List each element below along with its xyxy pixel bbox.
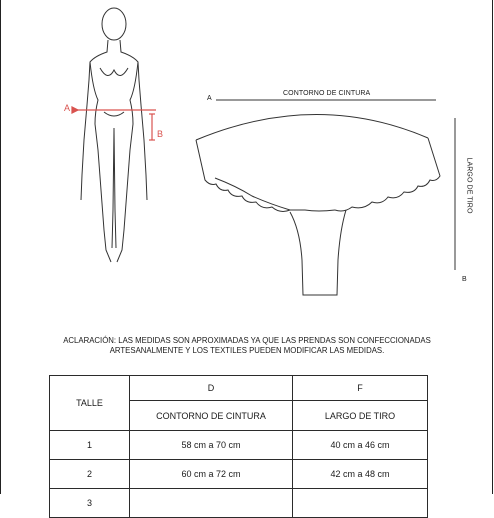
waist-cell: 58 cm a 70 cm	[130, 431, 293, 460]
figure-marker-a: A	[64, 103, 71, 113]
panty-marker-a: A	[207, 95, 212, 102]
note-line-1: ACLARACIÓN: LAS MEDIDAS SON APROXIMADAS YA QUE LAS PRENDAS SON CONFECCIONADAS	[63, 336, 431, 345]
figure-marker-b: B	[157, 129, 164, 139]
size-cell: 3	[50, 489, 130, 518]
note-line-2: ARTESANALMENTE Y LOS TEXTILES PUEDEN MODIFICAR LAS MEDIDAS.	[109, 346, 385, 355]
table-header-row	[50, 376, 428, 401]
rise-label: LARGO DE TIRO	[465, 157, 473, 214]
rise-cell: 42 cm a 48 cm	[293, 460, 428, 489]
size-table	[49, 375, 428, 518]
table-row	[50, 431, 428, 460]
table-row	[50, 489, 428, 518]
waist-cell: 60 cm a 72 cm	[130, 460, 293, 489]
waist-cell	[130, 489, 293, 518]
measurement-note	[30, 336, 464, 356]
panty-marker-b: B	[462, 276, 467, 283]
col-d-header: D	[130, 376, 293, 401]
table-row	[50, 460, 428, 489]
body-figure	[81, 8, 147, 262]
size-header: TALLE	[50, 376, 130, 431]
size-cell: 2	[50, 460, 130, 489]
rise-cell	[293, 489, 428, 518]
waist-label: CONTORNO DE CINTURA	[283, 90, 371, 97]
panty-illustration	[196, 114, 440, 295]
size-cell: 1	[50, 431, 130, 460]
col-f-name: LARGO DE TIRO	[293, 401, 428, 431]
rise-cell: 40 cm a 46 cm	[293, 431, 428, 460]
col-f-header: F	[293, 376, 428, 401]
col-d-name: CONTORNO DE CINTURA	[130, 401, 293, 431]
